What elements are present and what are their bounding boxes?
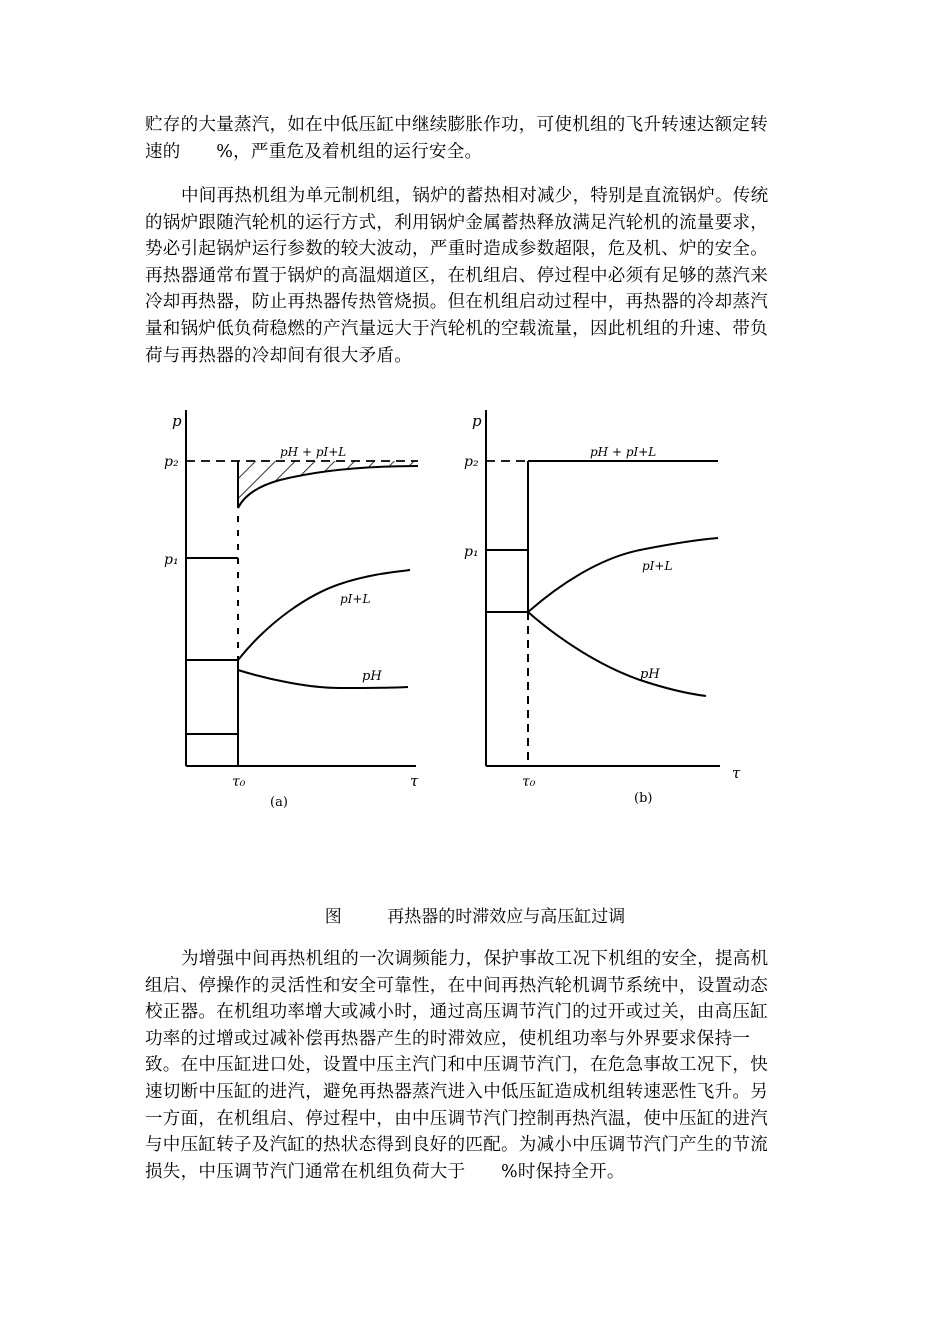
tick-label-t0: τ₀ — [522, 774, 536, 790]
tick-label-p1: p₁ — [164, 552, 179, 568]
figure-svg — [140, 398, 760, 838]
tick-label-p2: p₂ — [464, 454, 479, 470]
x-axis-label: τ — [732, 764, 741, 782]
text-line: 为增强中间再热机组的一次调频能力，保护事故工况下机组的安全，提高机 — [181, 949, 769, 969]
text-line: 校正器。在机组功率增大或减小时，通过高压调节汽门的过开或过关，由高压缸 — [145, 1002, 768, 1023]
y-axis-label: p — [172, 412, 182, 430]
paragraph-1 — [145, 112, 817, 165]
panel-b — [464, 410, 741, 806]
text-line: 损失，中压调节汽门通常在机组负荷大于 %时保持全开。 — [145, 1161, 625, 1182]
curve-label-ph: pH — [362, 669, 382, 684]
y-axis-label: p — [472, 412, 482, 430]
text-line: 速切断中压缸的进汽，避免再热器蒸汽进入中低压缸造成机组转速恶性飞升。另 — [145, 1081, 768, 1102]
text-line: 的锅炉跟随汽轮机的运行方式，利用锅炉金属蓄热释放满足汽轮机的流量要求， — [145, 212, 768, 233]
text-line: 再热器通常布置于锅炉的高温烟道区，在机组启、停过程中必须有足够的蒸汽来 — [145, 265, 768, 286]
text-line: 致。在中压缸进口处，设置中压主汽门和中压调节汽门，在危急事故工况下，快 — [145, 1055, 768, 1076]
curve-label-pil: pI+L — [642, 559, 673, 573]
tick-label-p1: p₁ — [464, 544, 479, 560]
sublabel-b: (b) — [634, 791, 653, 806]
pil-curve — [528, 538, 718, 612]
text-line: 冷却再热器，防止再热器传热管烧损。但在机组启动过程中，再热器的冷却蒸汽 — [145, 292, 768, 313]
tick-label-p2: p₂ — [164, 454, 179, 470]
sublabel-a: (a) — [270, 795, 288, 810]
figure — [140, 398, 760, 838]
text-line: 量和锅炉低负荷稳燃的产汽量远大于汽轮机的空载流量，因此机组的升速、带负 — [145, 318, 768, 339]
ph-curve — [238, 670, 408, 688]
text-line: 贮存的大量蒸汽，如在中低压缸中继续膨胀作功，可使机组的飞升转速达额定转 — [145, 115, 768, 135]
caption-title: 再热器的时滞效应与高压缸过调 — [387, 907, 626, 927]
text-line: 势必引起锅炉运行参数的较大波动，严重时造成参数超限，危及机、炉的安全。 — [145, 239, 768, 260]
tick-label-t0: τ₀ — [232, 774, 246, 790]
ph-curve — [528, 612, 706, 696]
paragraph-3 — [145, 946, 817, 1185]
x-axis-label: τ — [410, 772, 419, 790]
text-line: 速的 %，严重危及着机组的运行安全。 — [145, 141, 483, 162]
text-line: 功率的过增或过减补偿再热器产生的时滞效应，使机组功率与外界要求保持一 — [145, 1028, 751, 1049]
text-line: 一方面，在机组启、停过程中，由中压调节汽门控制再热汽温，使中压缸的进汽 — [145, 1108, 768, 1129]
curve-label-pil: pI+L — [340, 592, 371, 606]
text-line: 组启、停操作的灵活性和安全可靠性，在中间再热汽轮机调节系统中，设置动态 — [145, 975, 768, 996]
curve-label-ph: pH — [640, 667, 660, 682]
pil-curve — [238, 570, 410, 660]
text-line: 与中压缸转子及汽缸的热状态得到良好的匹配。为减小中压调节汽门产生的节流 — [145, 1135, 768, 1156]
figure-caption — [0, 902, 950, 927]
panel-a — [164, 410, 419, 810]
caption-figure-number: 图 — [324, 907, 342, 927]
paragraph-2 — [145, 183, 817, 369]
text-line: 中间再热机组为单元制机组，锅炉的蓄热相对减少，特别是直流锅炉。传统 — [181, 186, 769, 206]
curve-label-sum: pH + pI+L — [280, 445, 347, 459]
text-line: 荷与再热器的冷却间有很大矛盾。 — [145, 345, 412, 366]
curve-label-sum: pH + pI+L — [590, 445, 657, 459]
